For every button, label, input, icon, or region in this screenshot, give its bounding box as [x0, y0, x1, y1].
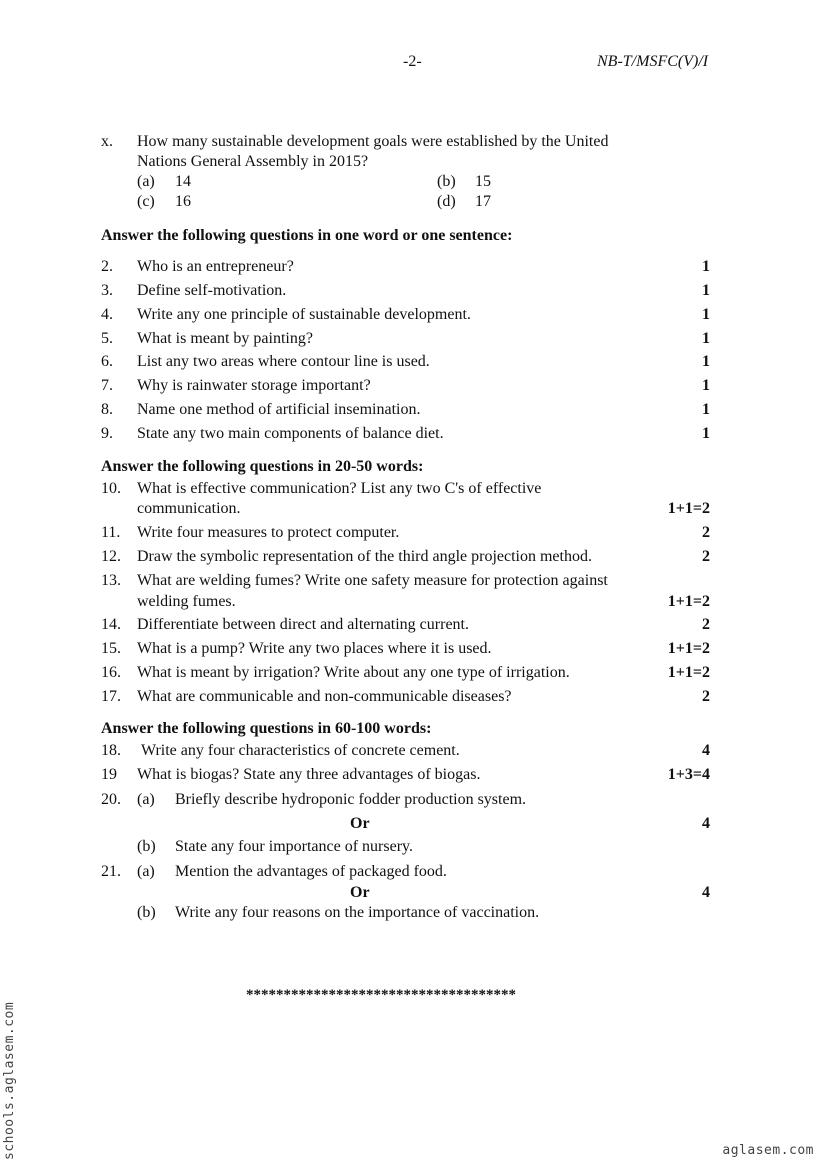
- mcq-option-a-value: 14: [175, 173, 191, 190]
- question-number: 7.: [101, 377, 113, 394]
- question-text: Name one method of artificial insemination.: [137, 401, 421, 418]
- question-number: 11.: [101, 524, 121, 541]
- option-text: Write any four reasons on the importance of vaccination.: [175, 904, 540, 921]
- question-text: Who is an entrepreneur?: [137, 258, 294, 275]
- or-separator: Or: [350, 815, 370, 832]
- question-marks: 1: [702, 330, 710, 347]
- mcq-option-b-label: (b): [437, 173, 456, 190]
- question-marks: 1+3=4: [667, 766, 710, 783]
- mcq-option-c-value: 16: [175, 193, 191, 210]
- question-number: 14.: [101, 616, 121, 633]
- question-marks: 1: [702, 425, 710, 442]
- mcq-option-d-value: 17: [475, 193, 491, 210]
- option-label: (a): [137, 863, 155, 880]
- mcq-number: x.: [101, 133, 113, 150]
- question-number: 6.: [101, 353, 113, 370]
- question-marks: 2: [702, 688, 710, 705]
- question-text: What is effective communication? List any two C's of effective: [137, 480, 542, 497]
- question-number: 2.: [101, 258, 113, 275]
- question-marks: 1+1=2: [667, 500, 710, 517]
- bottom-watermark: aglasem.com: [722, 1143, 814, 1158]
- question-marks: 2: [702, 524, 710, 541]
- question-marks: 1+1=2: [667, 664, 710, 681]
- option-label: (b): [137, 904, 156, 921]
- question-text: What is meant by painting?: [137, 330, 313, 347]
- question-number: 12.: [101, 548, 121, 565]
- mcq-question-line1: How many sustainable development goals were established by the United: [137, 133, 609, 150]
- question-text: Why is rainwater storage important?: [137, 377, 371, 394]
- question-number: 21.: [101, 863, 121, 880]
- question-marks: 1+1=2: [667, 593, 710, 610]
- question-number: 8.: [101, 401, 113, 418]
- question-text: Write four measures to protect computer.: [137, 524, 400, 541]
- question-text-continued: communication.: [137, 500, 241, 517]
- question-marks: 1: [702, 401, 710, 418]
- option-label: (a): [137, 791, 155, 808]
- question-marks: 1: [702, 377, 710, 394]
- question-number: 5.: [101, 330, 113, 347]
- question-marks: 4: [702, 815, 710, 832]
- option-text: Mention the advantages of packaged food.: [175, 863, 447, 880]
- question-marks: 1: [702, 282, 710, 299]
- question-number: 9.: [101, 425, 113, 442]
- question-text: Differentiate between direct and alternating current.: [137, 616, 469, 633]
- question-text: State any two main components of balance diet.: [137, 425, 444, 442]
- question-text: Draw the symbolic representation of the third angle projection method.: [137, 548, 592, 565]
- section-heading-long: Answer the following questions in 60-100 words:: [101, 720, 432, 737]
- option-text: State any four importance of nursery.: [175, 838, 413, 855]
- question-number: 10.: [101, 480, 121, 497]
- mcq-question-line2: Nations General Assembly in 2015?: [137, 153, 369, 170]
- question-marks: 1: [702, 306, 710, 323]
- question-marks: 1: [702, 258, 710, 275]
- question-number: 15.: [101, 640, 121, 657]
- question-marks: 4: [702, 742, 710, 759]
- question-text: What are communicable and non-communicable diseases?: [137, 688, 512, 705]
- section-heading-short: Answer the following questions in 20-50 words:: [101, 458, 424, 475]
- question-text: What is meant by irrigation? Write about any one type of irrigation.: [137, 664, 570, 681]
- question-marks: 2: [702, 616, 710, 633]
- mcq-option-d-label: (d): [437, 193, 456, 210]
- option-text: Briefly describe hydroponic fodder production system.: [175, 791, 527, 808]
- question-number: 19: [101, 766, 117, 783]
- paper-code: NB-T/MSFC(V)/I: [597, 53, 709, 70]
- question-number: 4.: [101, 306, 113, 323]
- question-number: 18.: [101, 742, 121, 759]
- question-text-continued: welding fumes.: [137, 593, 236, 610]
- option-label: (b): [137, 838, 156, 855]
- question-text: List any two areas where contour line is used.: [137, 353, 430, 370]
- question-text: Define self-motivation.: [137, 282, 287, 299]
- question-text: What is a pump? Write any two places where it is used.: [137, 640, 492, 657]
- question-text: What is biogas? State any three advantages of biogas.: [137, 766, 481, 783]
- mcq-option-a-label: (a): [137, 173, 155, 190]
- page-number: -2-: [403, 53, 422, 70]
- question-marks: 1: [702, 353, 710, 370]
- question-marks: 4: [702, 884, 710, 901]
- question-number: 20.: [101, 791, 121, 808]
- section-heading-one-word: Answer the following questions in one word or one sentence:: [101, 227, 513, 244]
- question-marks: 1+1=2: [667, 640, 710, 657]
- mcq-option-b-value: 15: [475, 173, 491, 190]
- question-marks: 2: [702, 548, 710, 565]
- question-number: 3.: [101, 282, 113, 299]
- question-text: Write any four characteristics of concrete cement.: [141, 742, 460, 759]
- or-separator: Or: [350, 884, 370, 901]
- question-number: 13.: [101, 572, 121, 589]
- question-text: Write any one principle of sustainable development.: [137, 306, 471, 323]
- question-number: 17.: [101, 688, 121, 705]
- question-text: What are welding fumes? Write one safety measure for protection against: [137, 572, 608, 589]
- mcq-option-c-label: (c): [137, 193, 155, 210]
- end-of-paper-stars: ************************************: [246, 987, 516, 1003]
- side-watermark: schools.aglasem.com: [2, 1001, 17, 1160]
- question-number: 16.: [101, 664, 121, 681]
